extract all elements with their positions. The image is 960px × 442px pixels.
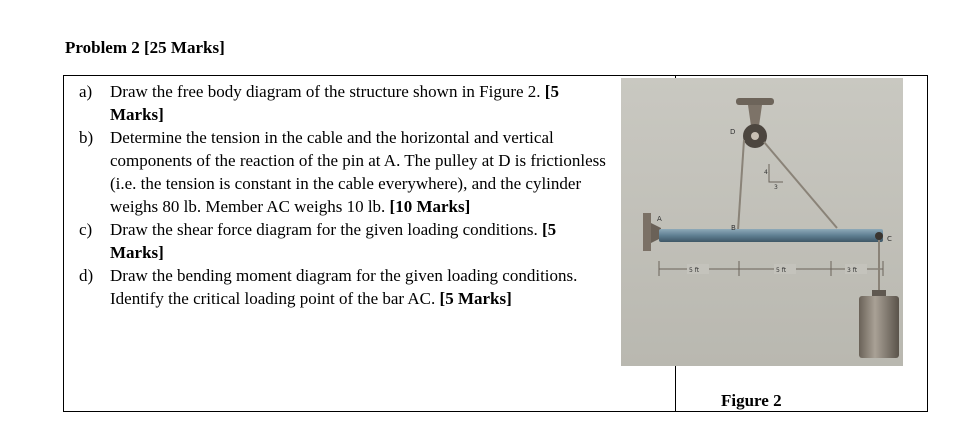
question-item-b xyxy=(74,126,609,218)
point-label-d: D xyxy=(730,128,736,136)
question-list xyxy=(74,80,609,310)
dimension-label-b-mid: 5 ft xyxy=(776,267,787,274)
pulley-hub xyxy=(751,132,759,140)
dimension-label-to-c: 3 ft xyxy=(847,267,858,274)
question-label: a) xyxy=(79,82,93,101)
point-label-b: B xyxy=(731,224,736,232)
problem-title: Problem 2 [25 Marks] xyxy=(65,38,225,57)
cylinder-cap xyxy=(872,290,886,297)
question-label: b) xyxy=(79,128,94,147)
question-text: Determine the tension in the cable and the horizontal and vertical components of the reaction of the pin at A. The pulley at D is frictionless (i.e. the tension is constant in the cable everywhere), and the cylinder weighs 80 lb. Member AC weighs 10 lb. xyxy=(110,128,606,216)
question-item-d xyxy=(74,264,609,310)
ceiling-mount xyxy=(736,98,774,105)
question-marks: [10 Marks] xyxy=(389,197,471,216)
dimension-label-ab: 5 ft xyxy=(689,267,700,274)
question-marks: [5 Marks] xyxy=(110,82,559,124)
pin-c xyxy=(875,232,883,240)
point-label-c: C xyxy=(887,235,892,243)
question-text: Draw the free body diagram of the structure shown in Figure 2. xyxy=(110,82,541,101)
beam-ac xyxy=(659,229,883,242)
figure-caption: Figure 2 xyxy=(721,391,782,410)
question-marks: [5 Marks] xyxy=(110,220,557,262)
question-label: c) xyxy=(79,220,93,239)
question-marks: [5 Marks] xyxy=(439,289,512,308)
question-item-a xyxy=(74,80,609,126)
wall-bracket-a xyxy=(643,213,651,251)
question-item-c xyxy=(74,218,609,264)
point-label-a: A xyxy=(657,215,662,223)
figure-2-photo xyxy=(621,78,903,366)
cylinder-weight xyxy=(859,296,899,358)
slope-label-top: 4 xyxy=(764,169,768,176)
question-text: Draw the bending moment diagram for the given loading conditions. Identify the critical loading point of the bar AC. xyxy=(110,266,578,308)
question-label: d) xyxy=(79,266,94,285)
question-text: Draw the shear force diagram for the given loading conditions. xyxy=(110,220,538,239)
slope-label-side: 3 xyxy=(774,184,778,191)
